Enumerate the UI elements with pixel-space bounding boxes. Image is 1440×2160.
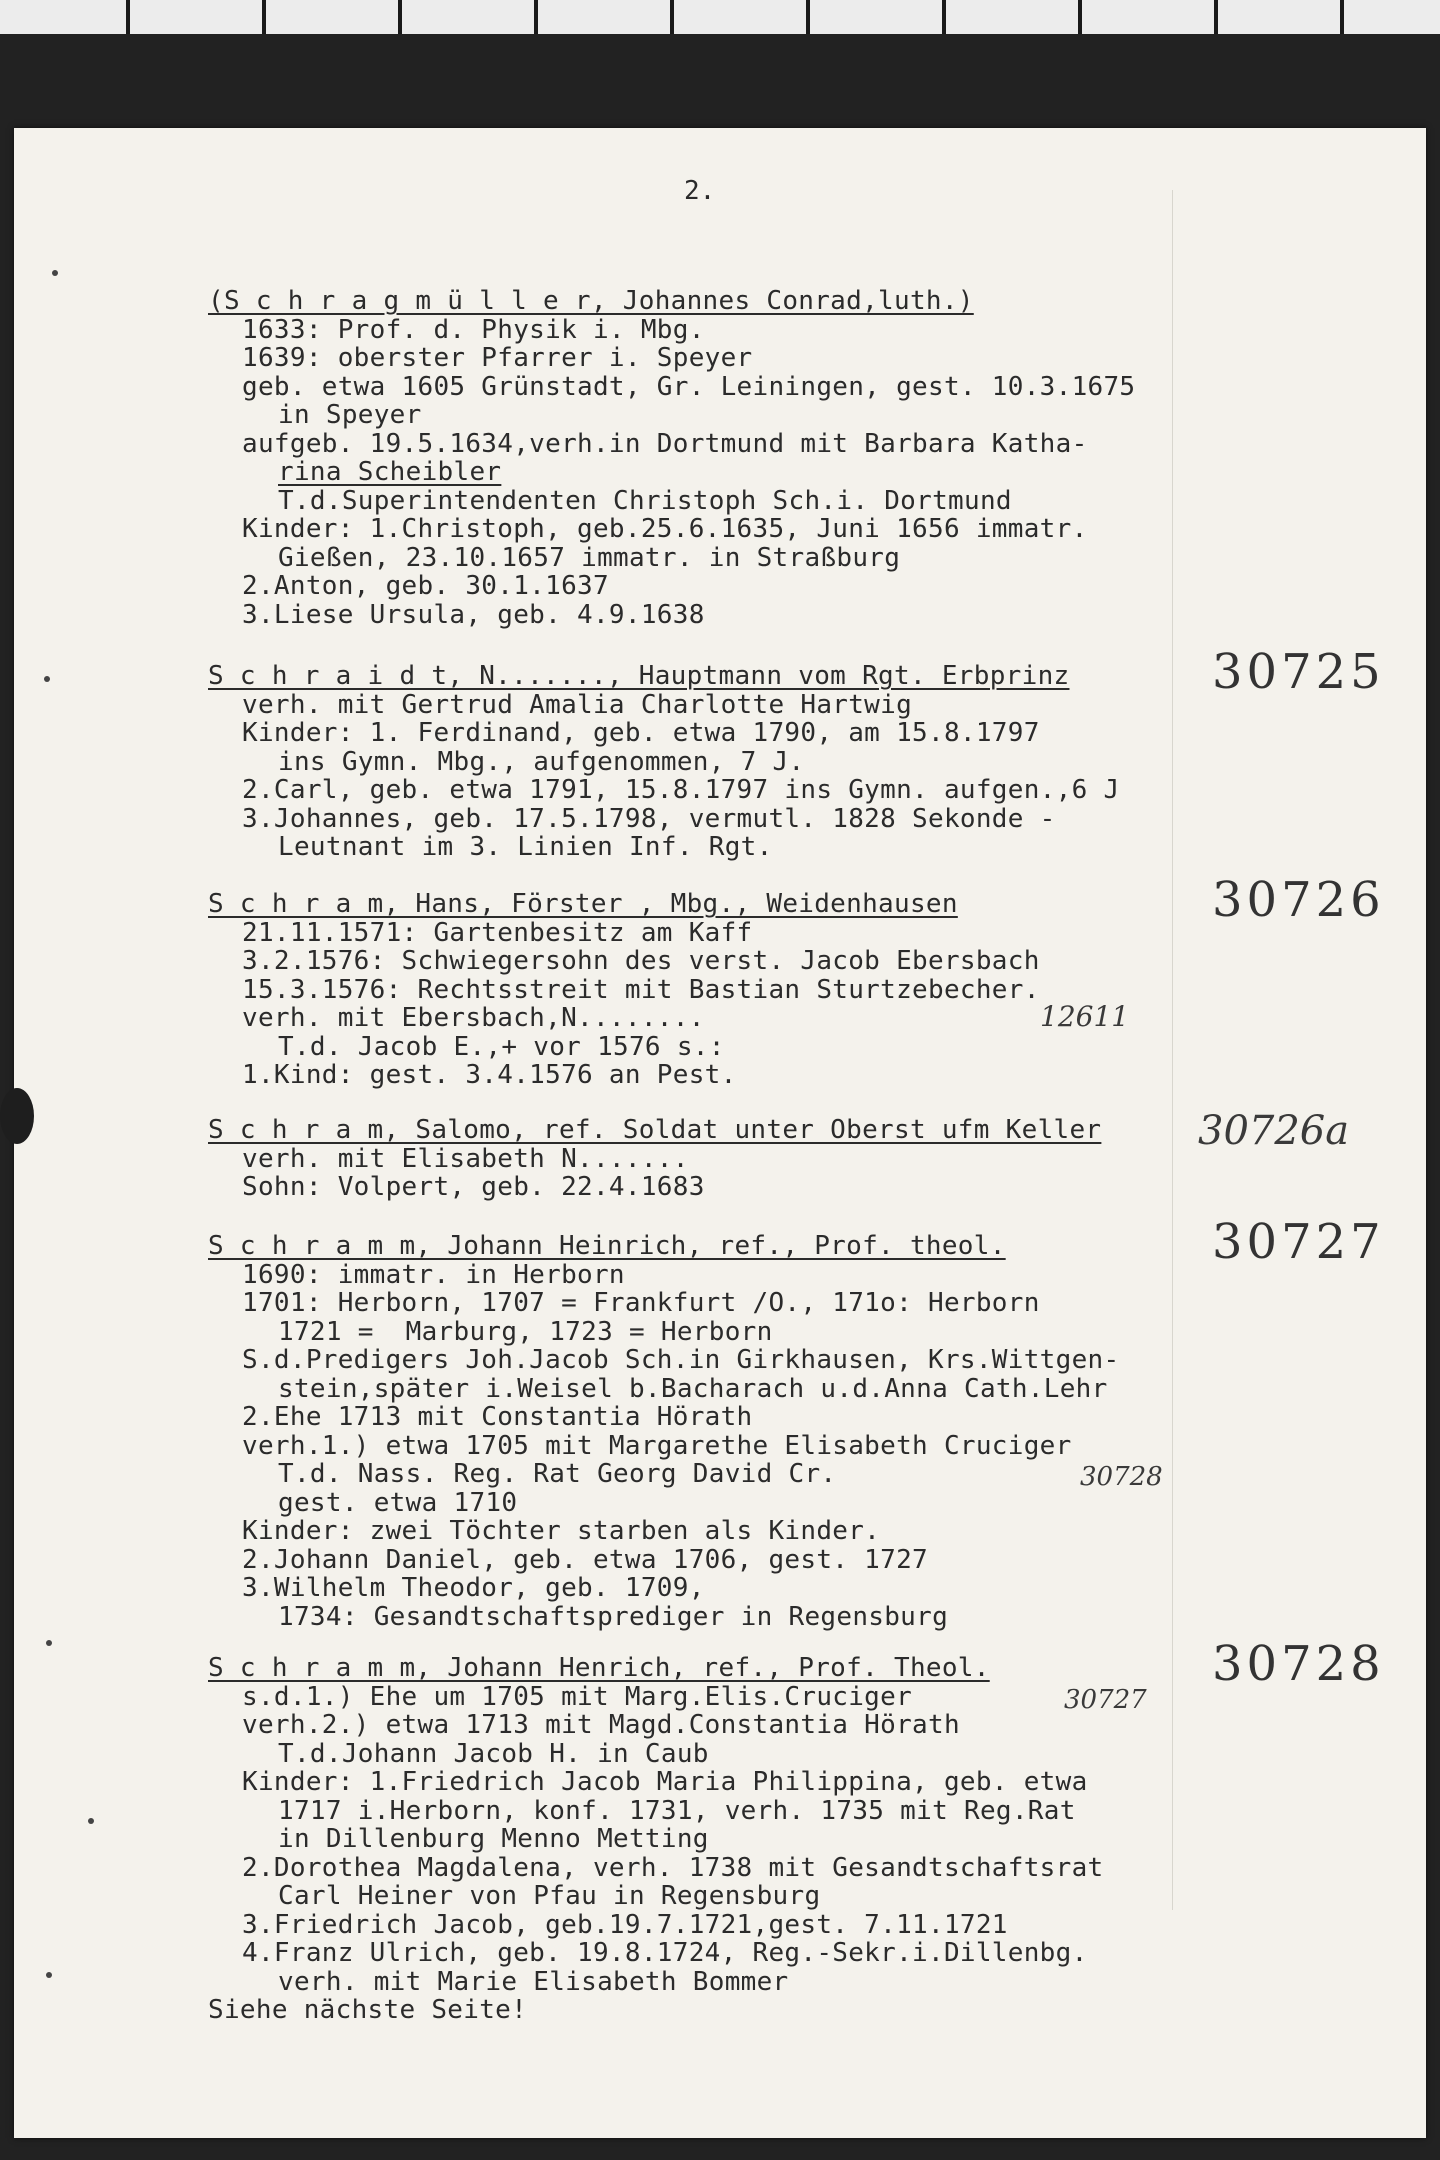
tick-mark [534, 0, 538, 34]
entry-line: T.d. Jacob E.,+ vor 1576 s.: [278, 1031, 725, 1062]
entry-schram-salomo [208, 1116, 1101, 1202]
entry-line: 21.11.1571: Gartenbesitz am Kaff [242, 917, 753, 948]
tick-mark [1214, 0, 1218, 34]
entry-line: 2.Dorothea Magdalena, verh. 1738 mit Gesandtschaftsrat [242, 1852, 1104, 1883]
punch-hole [0, 1088, 34, 1144]
entry-line: 2.Anton, geb. 30.1.1637 [242, 571, 609, 601]
entry-line: stein,später i.Weisel b.Bacharach u.d.Anna Cath.Lehr [278, 1373, 1108, 1404]
entry-line: 15.3.1576: Rechtsstreit mit Bastian Sturtzebecher. [242, 974, 1040, 1005]
margin-rule [1172, 190, 1173, 1910]
entry-line: 1717 i.Herborn, konf. 1731, verh. 1735 mit Reg.Rat [278, 1795, 1076, 1826]
handwritten-reference: 30727 [1064, 1685, 1147, 1715]
entry-line: verh.1.) etwa 1705 mit Margarethe Elisabeth Cruciger [242, 1430, 1072, 1461]
handwritten-reference: 30728 [1080, 1462, 1163, 1492]
tick-mark [398, 0, 402, 34]
scanner-top-band [0, 0, 1440, 34]
margin-dot [44, 676, 50, 682]
entry-line: Sohn: Volpert, geb. 22.4.1683 [242, 1172, 705, 1202]
entry-line: aufgeb. 19.5.1634,verh.in Dortmund mit Barbara Katha- [242, 428, 1088, 459]
entry-line: Carl Heiner von Pfau in Regensburg [278, 1881, 821, 1911]
entry-id: 30726 [1212, 872, 1385, 928]
margin-dot [88, 1818, 94, 1824]
entry-line: Kinder: 1. Ferdinand, geb. etwa 1790, am 15.8.1797 [242, 718, 1040, 748]
entry-schragmueller [208, 287, 1135, 629]
tick-mark [1340, 0, 1344, 34]
entry-id: 30725 [1212, 644, 1385, 700]
entry-line: Siehe nächste Seite! [208, 1995, 528, 2025]
margin-dot [46, 1972, 52, 1978]
entry-schraidt [208, 662, 1119, 862]
entry-line: 1721 = Marburg, 1723 = Herborn [278, 1316, 773, 1347]
entry-line: s.d.1.) Ehe um 1705 mit Marg.Elis.Cruciger [242, 1681, 913, 1712]
entry-line: verh. mit Ebersbach,N........ [242, 1003, 705, 1033]
entry-line: rina Scheibler [278, 457, 502, 487]
entry-line: Kinder: zwei Töchter starben als Kinder. [242, 1516, 881, 1546]
entry-schramm-johann-henrich [208, 1654, 1103, 2025]
margin-dot [52, 270, 58, 276]
entry-line: verh.2.) etwa 1713 mit Magd.Constantia Hörath [242, 1710, 960, 1740]
entry-line: Kinder: 1.Friedrich Jacob Maria Philippina, geb. etwa [242, 1767, 1088, 1797]
entry-line: T.d.Johann Jacob H. in Caub [278, 1738, 709, 1769]
entry-line: 1.Kind: gest. 3.4.1576 an Pest. [242, 1060, 737, 1090]
entry-line: 3.2.1576: Schwiegersohn des verst. Jacob Ebersbach [242, 946, 1040, 976]
tick-mark [670, 0, 674, 34]
entry-line: S.d.Predigers Joh.Jacob Sch.in Girkhausen, Krs.Wittgen- [242, 1345, 1120, 1375]
entry-line: gest. etwa 1710 [278, 1487, 518, 1518]
entry-id: 30726a [1198, 1108, 1350, 1154]
entry-line: geb. etwa 1605 Grünstadt, Gr. Leiningen, gest. 10.3.1675 [242, 371, 1136, 402]
entry-id: 30727 [1212, 1214, 1385, 1270]
entry-line: verh. mit Elisabeth N....... [242, 1143, 689, 1174]
entry-heading: S c h r a m m, Johann Heinrich, ref., Prof. theol. [208, 1231, 1006, 1261]
entry-line: 4.Franz Ulrich, geb. 19.8.1724, Reg.-Sekr.i.Dillenbg. [242, 1938, 1088, 1968]
entry-id: 30728 [1212, 1636, 1385, 1692]
entry-line: 1701: Herborn, 1707 = Frankfurt /O., 171o: Herborn [242, 1288, 1040, 1318]
tick-mark [806, 0, 810, 34]
handwritten-reference: 12611 [1040, 1000, 1130, 1033]
entry-line: 2.Ehe 1713 mit Constantia Hörath [242, 1402, 753, 1432]
entry-line: in Dillenburg Menno Metting [278, 1824, 709, 1854]
entry-line: in Speyer [278, 400, 422, 430]
entry-line: 1690: immatr. in Herborn [242, 1259, 625, 1290]
entry-line: Gießen, 23.10.1657 immatr. in Straßburg [278, 542, 901, 573]
entry-heading: (S c h r a g m ü l l e r, Johannes Conrad,luth.) [208, 286, 974, 316]
entry-line: T.d.Superintendenten Christoph Sch.i. Dortmund [278, 485, 1012, 516]
entry-line: 1639: oberster Pfarrer i. Speyer [242, 343, 753, 373]
margin-dot [46, 1640, 52, 1646]
entry-line: verh. mit Marie Elisabeth Bommer [278, 1966, 789, 1997]
entry-heading: S c h r a m m, Johann Henrich, ref., Prof. Theol. [208, 1653, 990, 1683]
entry-line: 3.Wilhelm Theodor, geb. 1709, [242, 1573, 705, 1603]
tick-mark [942, 0, 946, 34]
entry-schram-hans [208, 890, 1040, 1090]
entry-line: 1734: Gesandtschaftsprediger in Regensburg [278, 1601, 949, 1632]
entry-line: 1633: Prof. d. Physik i. Mbg. [242, 314, 705, 345]
entry-schramm-johann-heinrich [208, 1232, 1119, 1631]
entry-line: 2.Carl, geb. etwa 1791, 15.8.1797 ins Gymn. aufgen.,6 J [242, 775, 1120, 805]
entry-line: 3.Johannes, geb. 17.5.1798, vermutl. 1828 Sekonde - [242, 803, 1056, 834]
entry-line: Leutnant im 3. Linien Inf. Rgt. [278, 832, 773, 862]
entry-line: Kinder: 1.Christoph, geb.25.6.1635, Juni 1656 immatr. [242, 514, 1088, 544]
entry-heading: S c h r a m, Hans, Förster , Mbg., Weidenhausen [208, 889, 958, 919]
tick-mark [262, 0, 266, 34]
page-number: 2. [684, 176, 716, 206]
entry-line: verh. mit Gertrud Amalia Charlotte Hartwig [242, 689, 913, 720]
tick-mark [1078, 0, 1082, 34]
entry-line: 2.Johann Daniel, geb. etwa 1706, gest. 1727 [242, 1544, 928, 1575]
entry-line: ins Gymn. Mbg., aufgenommen, 7 J. [278, 746, 805, 777]
tick-mark [126, 0, 130, 34]
entry-heading: S c h r a i d t, N......., Hauptmann vom Rgt. Erbprinz [208, 661, 1070, 691]
entry-line: 3.Friedrich Jacob, geb.19.7.1721,gest. 7.11.1721 [242, 1909, 1008, 1940]
entry-heading: S c h r a m, Salomo, ref. Soldat unter Oberst ufm Keller [208, 1115, 1102, 1145]
entry-line: 3.Liese Ursula, geb. 4.9.1638 [242, 599, 705, 630]
entry-line: T.d. Nass. Reg. Rat Georg David Cr. [278, 1459, 837, 1489]
